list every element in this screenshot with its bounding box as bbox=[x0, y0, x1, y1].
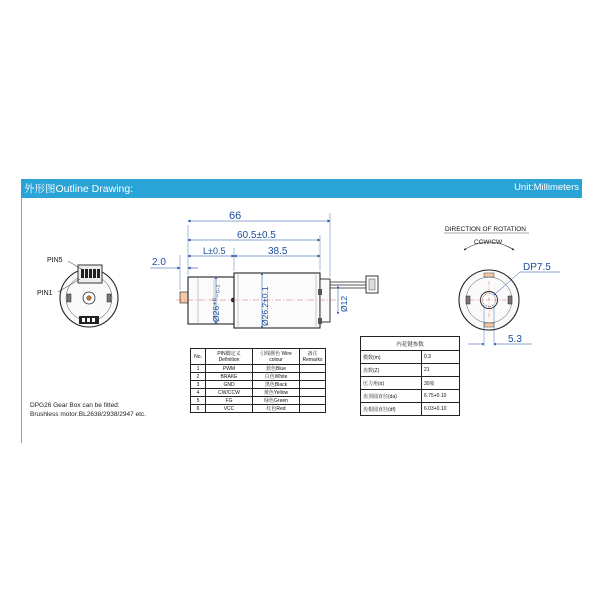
dim-gearbox-length: L±0.5 bbox=[203, 246, 226, 256]
pin-definition-table bbox=[190, 348, 326, 413]
pin-table-header-definition: PIN脚定义 Definition bbox=[206, 349, 253, 365]
motor-end-cap bbox=[320, 279, 330, 322]
table-row: 4 CW/CCW 黄色Yellow bbox=[191, 389, 326, 397]
motor-body bbox=[234, 273, 320, 328]
pin5-label: PIN5 bbox=[47, 257, 63, 264]
pin1-label: PIN1 bbox=[37, 290, 53, 297]
dia-end-cap: Ø12 bbox=[339, 295, 349, 312]
pin-table-header-no: No. bbox=[191, 349, 206, 365]
section-title: 外形图Outline Drawing: bbox=[24, 183, 134, 195]
note-line-2: Brushless motor:BL2638/2938/2947 etc. bbox=[30, 411, 146, 418]
dim-overall-length: 66 bbox=[229, 210, 242, 222]
table-row: 齿顶圆直径(da) 6.75+0.10 bbox=[361, 390, 460, 403]
table-row: 3 GND 黑色Black bbox=[191, 381, 326, 389]
compatibility-note bbox=[30, 401, 146, 419]
table-row: 模数(m) 0.3 bbox=[361, 351, 460, 364]
rotation-value: CCW/CW bbox=[474, 239, 503, 246]
table-row: 1 PWM 蓝色Blue bbox=[191, 365, 326, 373]
offset-dim-label: 5.3 bbox=[508, 334, 522, 345]
note-line-1: DPG26 Gear Box can be fitted: bbox=[30, 402, 120, 409]
unit-label: Unit:Millimeters bbox=[514, 182, 579, 193]
dia-gearbox: Ø26⁺⁰₋₀.₂ bbox=[211, 284, 221, 322]
rotation-title: DIRECTION OF ROTATION bbox=[445, 226, 527, 233]
pin-table-header-wire-colour: 引线颜色 Wire colour bbox=[253, 349, 300, 365]
table-row: 齿根圆直径(df) 6.03+0.10 bbox=[361, 403, 460, 416]
table-row: 齿数(Z) 21 bbox=[361, 364, 460, 377]
table-row: 2 BRAKE 白色White bbox=[191, 373, 326, 381]
output-shaft bbox=[180, 292, 188, 303]
table-row: 压力角(α) 30度 bbox=[361, 377, 460, 390]
shaft-icon bbox=[87, 296, 91, 300]
dp-label: DP7.5 bbox=[523, 262, 551, 273]
spline-parameter-table bbox=[360, 336, 460, 416]
dia-motor: Ø26.2±0.1 bbox=[260, 286, 270, 326]
spline-table-title: 内花键参数 bbox=[361, 337, 460, 351]
front-view bbox=[37, 257, 118, 327]
dim-shaft-extension: 2.0 bbox=[152, 257, 166, 268]
table-row: 5 FG 绿色Green bbox=[191, 397, 326, 405]
dim-body-length: 60.5±0.5 bbox=[237, 230, 276, 241]
pin-table-header-remarks: 备注 Remarks bbox=[300, 349, 326, 365]
end-view bbox=[444, 226, 560, 346]
side-view bbox=[150, 210, 378, 328]
dim-motor-length: 38.5 bbox=[268, 246, 288, 257]
table-row: 6 VCC 红色Red bbox=[191, 405, 326, 413]
